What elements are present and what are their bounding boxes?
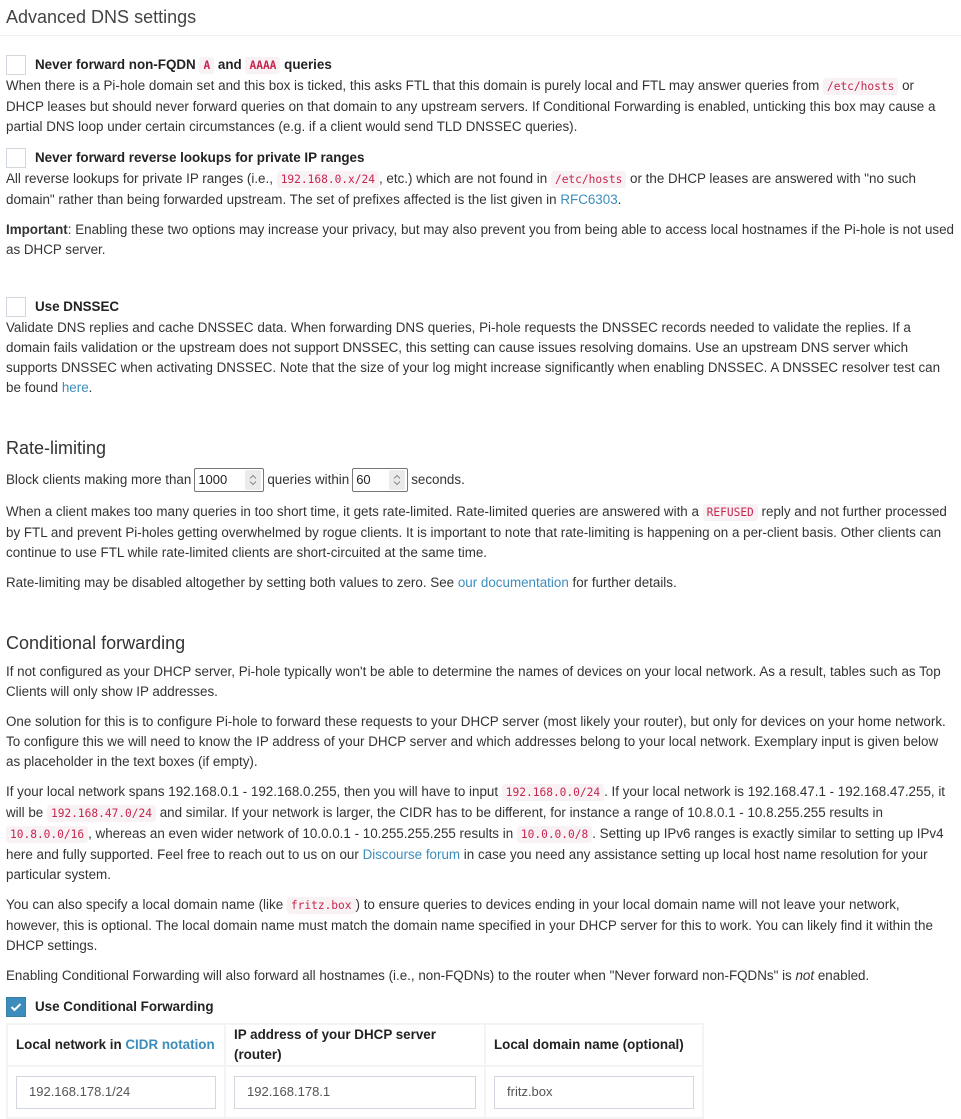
rate-description [6, 502, 955, 563]
dhcp-server-ip-input[interactable] [234, 1076, 476, 1109]
desc-text: or DHCP leases but should never forward queries on that domain to any upstream servers. If Conditional Forwarding is enabled, unticking this box may cause a partial DNS loop under certain circumstances (e.g. if a client would send TLD DNSSEC queries). [6, 78, 936, 134]
code-etc-hosts: /etc/hosts [823, 78, 898, 95]
rate-limiting-title: Rate-limiting [6, 438, 107, 458]
desc-text: If your local network spans 192.168.0.1 - 192.168.0.255, then you will have to input [6, 784, 499, 799]
header-dhcp-server: IP address of your DHCP server (router) [225, 1024, 485, 1066]
code-cidr: 192.168.47.0/24 [47, 805, 156, 822]
desc-text: ) to ensure queries to devices ending in your local domain name will not leave your network, however, this is optional. The local domain name must match the domain name specified in your DHCP server for this to work. You can likely find it within the DHCP settings. [6, 897, 933, 953]
cell-local-domain [485, 1066, 703, 1118]
table-row [7, 1066, 703, 1118]
code-etc-hosts: /etc/hosts [551, 171, 626, 188]
desc-text: You can also specify a local domain name (like [6, 897, 284, 912]
dnssec-description [6, 318, 955, 398]
option-dnssec [6, 296, 955, 398]
label-text: queries [284, 56, 332, 72]
desc-text: for further details. [572, 575, 677, 590]
rate-count-value: 1000 [198, 472, 228, 487]
emphasis-text: not [795, 968, 815, 983]
desc-text: . [617, 192, 622, 207]
rate-limiting-section [6, 436, 955, 593]
input-value: 192.168.178.1/24 [29, 1084, 131, 1099]
desc-text: When a client makes too many queries in too short time, it gets rate-limited. Rate-limited queries are answered with a [6, 504, 699, 519]
desc-text: All reverse lookups for private IP ranges (i.e., [6, 171, 273, 186]
non-fqdn-label[interactable] [35, 55, 332, 76]
option-bogus-priv [6, 147, 955, 260]
desc-text: Rate-limiting may be disabled altogether by setting both values to zero. See [6, 575, 455, 590]
code-cidr: 192.168.0.0/24 [502, 784, 604, 801]
cf-paragraph [6, 895, 955, 956]
desc-text: . If your local network is 192.168.47.1 - 192.168.47.255, it will be [6, 784, 946, 820]
desc-text: and similar. If your network is larger, the CIDR has to be different, for instance a range of 10.8.0.1 - 10.8.255.255 results in [159, 805, 883, 820]
cf-table [6, 1023, 704, 1119]
desc-text: , whereas an even wider network of 10.0.0.1 - 10.255.255.255 results in [88, 826, 514, 841]
code-domain: fritz.box [287, 897, 356, 914]
conditional-forwarding-title: Conditional forwarding [6, 633, 186, 653]
desc-text: in case you need any assistance setting up local host name resolution for your particular system. [6, 847, 928, 882]
cf-paragraph: If not configured as your DHCP server, Pi-hole typically won't be able to determine the names of devices on your local network. As a result, tables such as Top Clients will only show IP addresses. [6, 664, 941, 699]
desc-text: or the DHCP leases are answered with "no such domain" rather than being forwarded upstream. The set of prefixes affected is the list given in [6, 171, 916, 207]
code-a: A [199, 57, 214, 74]
bogus-priv-label[interactable]: Never forward reverse lookups for private IP ranges [35, 150, 365, 165]
important-label: Important [6, 222, 68, 237]
use-cf-label[interactable]: Use Conditional Forwarding [35, 999, 214, 1014]
input-value: fritz.box [507, 1084, 553, 1099]
desc-text: . [88, 380, 93, 395]
cidr-notation-link[interactable]: CIDR notation [125, 1037, 215, 1052]
desc-text: When there is a Pi-hole domain set and this box is ticked, this asks FTL that this domain is purely local and FTL may answer queries from [6, 78, 820, 93]
non-fqdn-description [6, 76, 955, 137]
header-local-network [7, 1024, 225, 1066]
desc-text: reply and not further processed by FTL and prevent Pi-holes getting overwhelmed by rogue clients. It is important to note that rate-limiting is happening on a per-client basis. Other clients can continue to use FTL while rate-limited clients are short-circuited at the same time. [6, 504, 947, 560]
rate-text: queries within [267, 472, 350, 487]
bogus-priv-checkbox[interactable] [6, 148, 26, 168]
desc-text: enabled. [817, 968, 870, 983]
check-icon [10, 1002, 22, 1012]
code-ip-range: 192.168.0.x/24 [277, 171, 379, 188]
rate-count-input[interactable] [194, 468, 264, 492]
rate-interval-value: 60 [356, 472, 371, 487]
input-value: 192.168.178.1 [247, 1084, 331, 1099]
cell-local-network [7, 1066, 225, 1118]
bogus-priv-description [6, 169, 955, 210]
header-text: Local network in [16, 1037, 122, 1052]
rate-limit-row [6, 467, 955, 493]
local-network-input[interactable] [16, 1076, 216, 1109]
code-refused: REFUSED [703, 504, 758, 521]
code-cidr: 10.0.0.0/8 [517, 826, 592, 843]
conditional-forwarding-section [6, 631, 955, 1119]
dnssec-test-link[interactable]: here [61, 380, 89, 395]
rate-interval-input[interactable] [352, 468, 408, 492]
cf-paragraph: One solution for this is to configure Pi-hole to forward these requests to your DHCP server (most likely your router), but only for devices on your home network. To configure this we will need to know the IP address of your DHCP server and which addresses belong to your local network. Exemplary input is given below as placeholder in the text boxes (if empty). [6, 714, 946, 769]
discourse-forum-link[interactable]: Discourse forum [362, 847, 461, 862]
use-conditional-forwarding [6, 996, 955, 1018]
local-domain-input[interactable] [494, 1076, 694, 1109]
dnssec-checkbox[interactable] [6, 297, 26, 317]
important-note [6, 220, 955, 260]
important-text: : Enabling these two options may increase your privacy, but may also prevent you from being able to access local hostnames if the Pi-hole is not used as DHCP server. [6, 222, 954, 257]
label-text: and [217, 56, 242, 72]
cf-paragraph [6, 782, 955, 885]
desc-text: Validate DNS replies and cache DNSSEC data. When forwarding DNS queries, Pi-hole requests the DNSSEC records needed to validate the replies. If a domain fails validation or the upstream does not support DNSSEC, this setting can cause issues resolving domains. Use an upstream DNS server which supports DNSSEC when activating DNSSEC. Note that the size of your log might increase significantly when enabling DNSSEC. A DNSSEC resolver test can be found [6, 320, 941, 395]
dnssec-label[interactable]: Use DNSSEC [35, 299, 120, 314]
rate-text: Block clients making more than [6, 472, 192, 487]
box-header [0, 0, 961, 36]
table-header-row [7, 1024, 703, 1066]
page-title: Advanced DNS settings [6, 7, 197, 27]
desc-text: . Setting up IPv6 ranges is exactly similar to setting up IPv4 here and fully supported. Feel free to reach out to us on our [6, 826, 944, 862]
box-body [0, 54, 961, 1119]
desc-text: Enabling Conditional Forwarding will also forward all hostnames (i.e., non-FQDNs) to the router when "Never forward non-FQDNs" is [6, 968, 792, 983]
option-non-fqdn [6, 54, 955, 137]
header-local-domain: Local domain name (optional) [485, 1024, 703, 1066]
spinner-icon[interactable] [389, 470, 405, 490]
cf-paragraph [6, 966, 955, 986]
code-aaaa: AAAA [245, 57, 280, 74]
use-cf-checkbox[interactable] [6, 997, 26, 1017]
code-cidr: 10.8.0.0/16 [6, 826, 88, 843]
rfc6303-link[interactable]: RFC6303 [560, 192, 618, 207]
documentation-link[interactable]: our documentation [457, 575, 569, 590]
label-text: Never forward non-FQDN [35, 56, 196, 72]
desc-text: , etc.) which are not found in [378, 171, 548, 186]
spinner-icon[interactable] [245, 470, 261, 490]
cell-dhcp-server [225, 1066, 485, 1118]
rate-doc-note [6, 573, 955, 593]
rate-text: seconds. [411, 472, 465, 487]
non-fqdn-checkbox[interactable] [6, 55, 26, 75]
